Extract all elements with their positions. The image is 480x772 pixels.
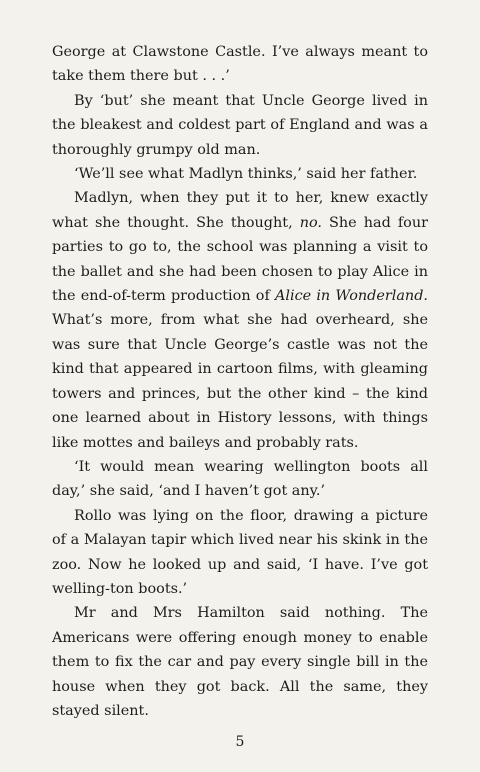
paragraph-3: ‘We’ll see what Madlyn thinks,’ said her father. <box>74 166 418 183</box>
paragraph-1: George at Clawstone Castle. I’ve always meant to take them there but . . .’ <box>52 44 428 85</box>
paragraph-6: Rollo was lying on the floor, drawing a picture of a Malayan tapir which lived near his skink in the zoo. Now he looked up and said, ‘I have. I’ve got welling-ton boots.’ <box>52 507 428 597</box>
paragraph-4-book-title: Alice in Wonderland. <box>274 288 428 305</box>
paragraph-7: Mr and Mrs Hamilton said nothing. The Americans were offering enough money to enable them to fix the car and pay every single bill in the house when they got back. All the same, they stayed silent. <box>52 605 428 719</box>
paragraph-4 <box>52 186 428 454</box>
paragraph-4-text-c: What’s more, from what she had overheard, she was sure that Uncle George’s castle was not the kind that appeared in cartoon films, with gleaming towers and princes, but the other kind – the kind one learned about in History lessons, with things like mottes and baileys and probably rats. <box>52 312 428 451</box>
paragraph-4-text-a: Madlyn, when they put it to her, knew exactly what she thought. She thought, <box>52 190 428 231</box>
paragraph-5: ‘It would mean wearing wellington boots all day,’ she said, ‘and I haven’t got any.’ <box>52 458 428 500</box>
paragraph-4-text-b: She had four parties to go to, the school was planning a visit to the ballet and she had been chosen to play Alice in the end-of-term production of <box>52 214 428 305</box>
page-number: 5 <box>235 734 245 750</box>
paragraph-2: By ‘but’ she meant that Uncle George lived in the bleakest and coldest part of England and was a thoroughly grumpy old man. <box>52 92 428 158</box>
book-page-text <box>52 40 428 723</box>
paragraph-4-emphasis-no: no. <box>299 214 322 231</box>
